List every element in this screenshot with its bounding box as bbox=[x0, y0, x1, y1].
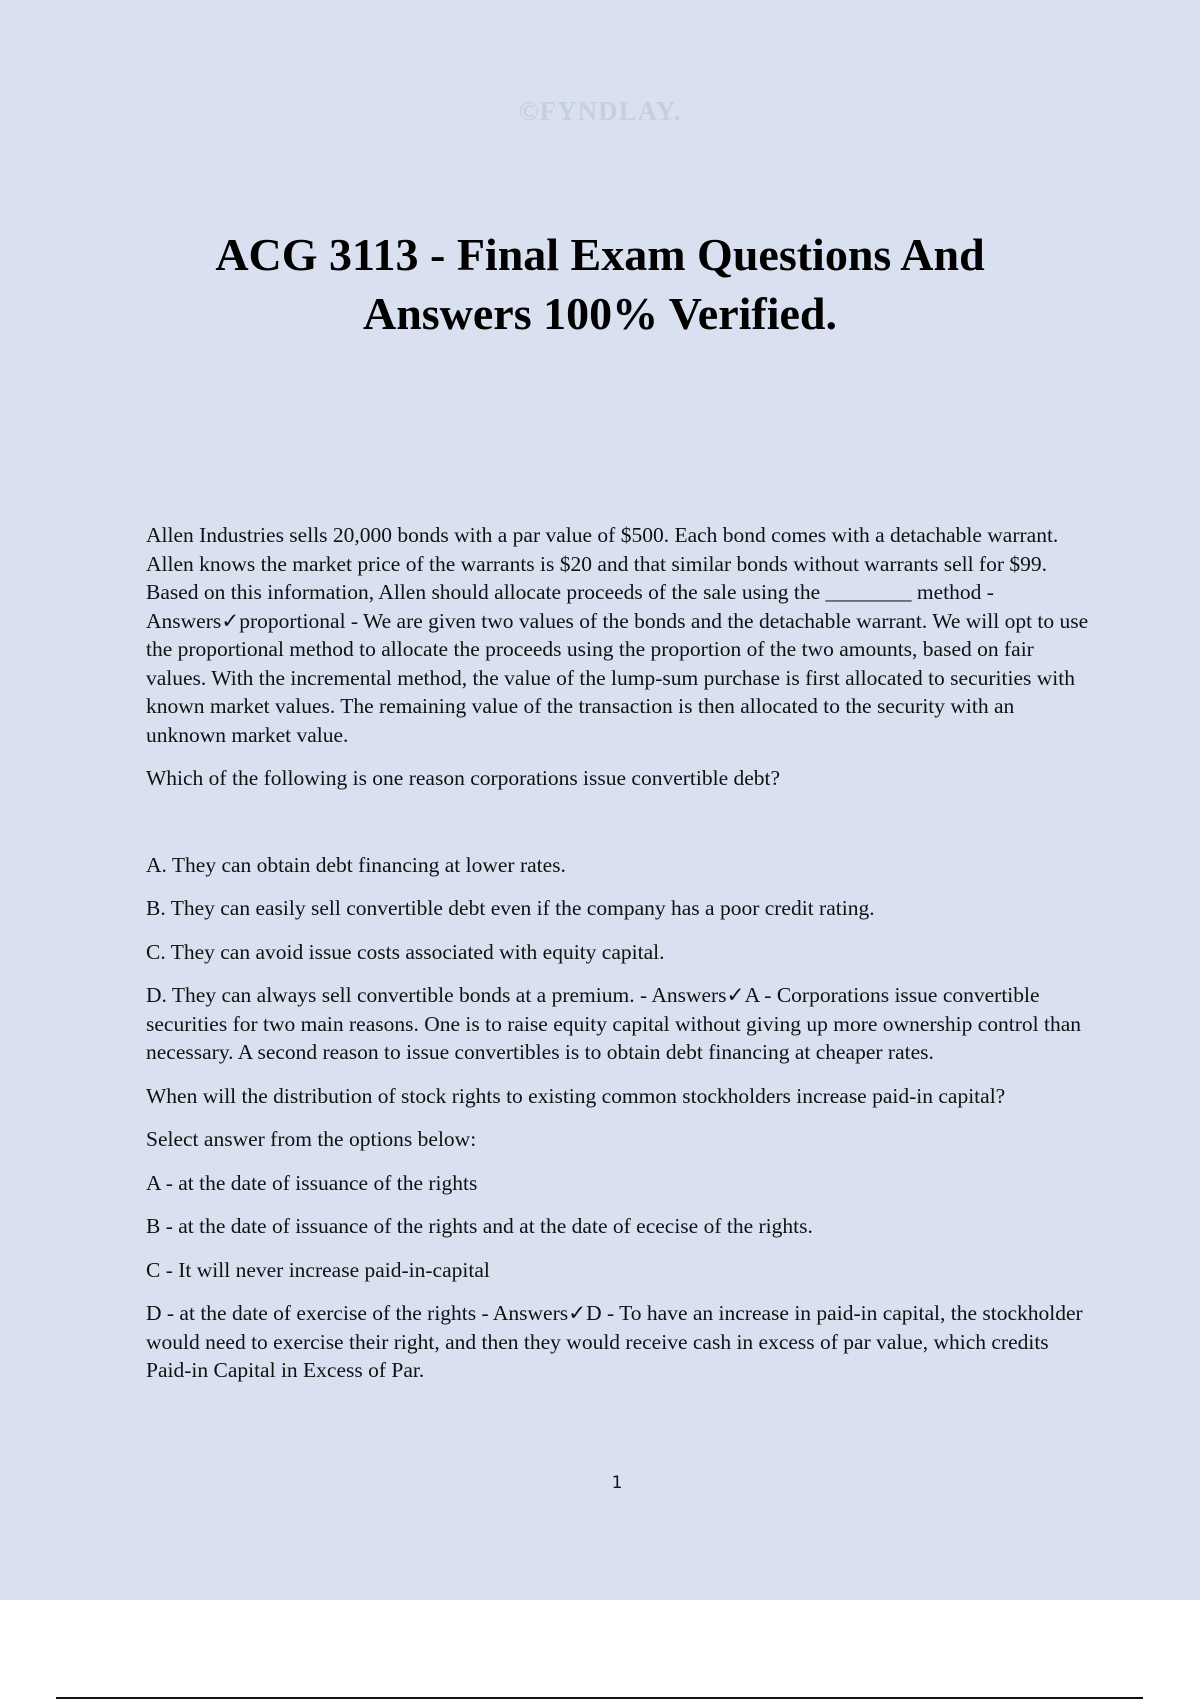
page-number: 1 bbox=[611, 1473, 623, 1493]
question-1-paragraph: Allen Industries sells 20,000 bonds with a par value of $500. Each bond comes with a detachable warrant. Allen knows the market price of the warrants is $20 and that similar bonds without warrants sell for $99. Based on this information, Allen should allocate proceeds of the sale using the ________ method - Answers✓proportional - We are given two values of the bonds and the detachable warrant. We will opt to use the proportional method to allocate the proceeds using the proportion of the two amounts, based on fair values. With the incremental method, the value of the lump-sum purchase is first allocated to securities with known market values. The remaining value of the transaction is then allocated to the security with an unknown market value. bbox=[146, 523, 1089, 747]
question-2-option-d-answer: D. They can always sell convertible bonds at a premium. - Answers✓A - Corporations issue convertible securities for two main reasons. One is to raise equity capital without giving up more ownership control than necessary. A second reason to issue convertibles is to obtain debt financing at cheaper rates. bbox=[146, 983, 1082, 1064]
document-title: ACG 3113 - Final Exam Questions And Answers 100% Verified. bbox=[215, 229, 985, 339]
footer-divider bbox=[56, 1697, 1143, 1699]
document-body bbox=[146, 521, 1096, 1400]
question-3-prompt: When will the distribution of stock rights to existing common stockholders increase paid-in capital? bbox=[146, 1083, 1006, 1108]
question-3-option-c: C - It will never increase paid-in-capital bbox=[146, 1257, 490, 1282]
question-3-option-a: A - at the date of issuance of the rights bbox=[146, 1170, 478, 1195]
question-3-instruction: Select answer from the options below: bbox=[146, 1127, 477, 1151]
question-2-option-c: C. They can avoid issue costs associated with equity capital. bbox=[146, 939, 665, 964]
question-2-option-b: B. They can easily sell convertible debt even if the company has a poor credit rating. bbox=[146, 896, 875, 920]
watermark: ©FYNDLAY. bbox=[518, 96, 682, 126]
question-3-option-d-answer: D - at the date of exercise of the rights - Answers✓D - To have an increase in paid-in capital, the stockholder would need to exercise their right, and then they would receive cash in excess of par value, which credits Paid-in Capital in Excess of Par. bbox=[146, 1301, 1083, 1382]
question-3-option-b: B - at the date of issuance of the rights and at the date of ececise of the rights. bbox=[146, 1214, 813, 1238]
question-2-option-a: A. They can obtain debt financing at lower rates. bbox=[146, 852, 566, 877]
question-2-prompt: Which of the following is one reason corporations issue convertible debt? bbox=[146, 766, 781, 790]
